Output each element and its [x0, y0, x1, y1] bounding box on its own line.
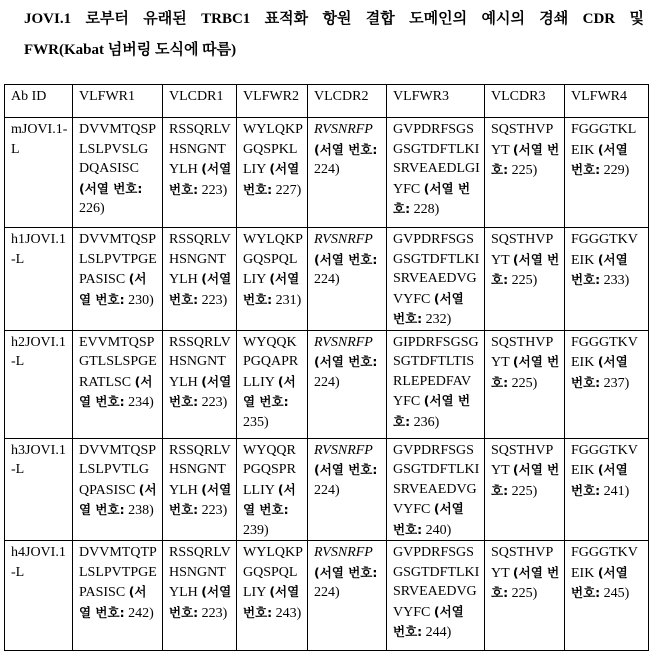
- ab-id-cell: mJOVI.1-L: [5, 118, 73, 228]
- vlfwr3-cell: [387, 541, 485, 651]
- sequence-text: RVSNRFP: [314, 232, 373, 247]
- seq-id-number: 232): [425, 312, 452, 327]
- vlcdr1-cell: [163, 541, 237, 651]
- seq-id-label: (서열 번호:: [571, 251, 628, 287]
- table-row: [5, 118, 649, 228]
- ab-id-cell: h3JOVI.1-L: [5, 438, 73, 541]
- seq-id-number: 226): [79, 201, 105, 216]
- seq-id-number: 240): [425, 522, 452, 538]
- sequence-text: FGGGTKVEIK: [571, 442, 638, 478]
- sequence-text: SQSTHVPYT: [491, 232, 554, 268]
- seq-id-label: (서열 번호:: [79, 180, 143, 196]
- sequence-text: RSSQRLVHSNGNTYLH: [169, 232, 231, 287]
- seq-id-number: 233): [603, 273, 630, 288]
- seq-id-number: 242): [128, 605, 154, 621]
- seq-id-label: (서열 번호:: [571, 354, 628, 390]
- vlfwr3-cell: [387, 438, 485, 541]
- seq-id-number: 235): [243, 414, 269, 430]
- vlcdr1-cell: [163, 228, 237, 331]
- sequence-text: WYQQKPGQAPRLLIY: [243, 334, 299, 390]
- seq-id-number: 231): [275, 292, 302, 308]
- sequence-text: SQSTHVPYT: [491, 442, 554, 478]
- sequence-text: DVVMTQSPLSLPVTPGEPASISC: [79, 232, 157, 287]
- sequence-text: GVPDRFSGSGSGTDFTLKISRVEAEDVGVYFC: [393, 442, 480, 517]
- seq-id-label: (서열 번호:: [79, 373, 153, 409]
- vlfwr4-cell: [565, 541, 649, 651]
- table-row: [5, 438, 649, 541]
- seq-id-label: (서열 번호:: [571, 141, 628, 177]
- seq-id-number: 243): [275, 605, 302, 621]
- seq-id-label: (서열 번호:: [79, 584, 147, 620]
- sequence-text: WYLQKPGQSPQLLIY: [243, 232, 303, 287]
- seq-id-number: 239): [243, 522, 269, 538]
- sequence-text: FGGGTKVEIK: [571, 232, 638, 268]
- seq-id-number: 225): [511, 483, 538, 499]
- seq-id-number: 241): [603, 483, 630, 499]
- vlfwr4-cell: [565, 228, 649, 331]
- seq-id-number: 223): [201, 605, 228, 621]
- vlcdr2-cell: [308, 118, 387, 228]
- ab-id-cell: h4JOVI.1-L: [5, 541, 73, 651]
- seq-id-label: (서열 번호:: [491, 354, 560, 390]
- vlfwr2-cell: [237, 118, 308, 228]
- seq-id-label: (서열 번호:: [393, 180, 471, 216]
- sequence-text: RVSNRFP: [314, 122, 373, 137]
- vlfwr2-cell: [237, 541, 308, 651]
- vlcdr2-cell: [308, 330, 387, 438]
- sequence-text: EVVMTQSPGTLSLSPGERATLSC: [79, 334, 157, 390]
- sequence-text: RSSQRLVHSNGNTYLH: [169, 442, 231, 498]
- sequence-text: DVVMTQSPLSLPVSLGDQASISC: [79, 122, 157, 176]
- vlcdr3-cell: [485, 118, 565, 228]
- seq-id-label: (서열 번호:: [393, 393, 471, 429]
- seq-id-number: 236): [413, 414, 440, 430]
- header-vlcdr1: VLCDR1: [163, 85, 237, 118]
- vlfwr3-cell: [387, 330, 485, 438]
- seq-id-label: (서열 번호:: [169, 481, 232, 517]
- seq-id-label: (서열 번호:: [571, 564, 628, 600]
- seq-id-number: 230): [128, 292, 154, 308]
- sequence-text: RSSQRLVHSNGNTYLH: [169, 334, 231, 390]
- seq-id-label: (서열 번호:: [243, 584, 300, 620]
- seq-id-label: (서열 번호:: [393, 290, 464, 326]
- title-line-2: FWR(Kabat 넘버링 도식에 따름): [24, 42, 237, 58]
- vlcdr2-cell: [308, 438, 387, 541]
- header-vlfwr3: VLFWR3: [387, 85, 485, 118]
- seq-id-number: 225): [511, 586, 538, 601]
- sequence-text: RSSQRLVHSNGNTYLH: [169, 122, 231, 177]
- sequence-text: RSSQRLVHSNGNTYLH: [169, 545, 231, 600]
- table-row: [5, 228, 649, 331]
- seq-id-number: 227): [275, 182, 302, 198]
- header-vlcdr3: VLCDR3: [485, 85, 565, 118]
- table-row: [5, 541, 649, 651]
- seq-id-number: 245): [603, 586, 630, 601]
- vlfwr2-cell: [237, 228, 308, 331]
- seq-id-label: (서열 번호:: [169, 373, 232, 409]
- seq-id-label: (서열 번호:: [169, 584, 232, 620]
- vlfwr4-cell: [565, 118, 649, 228]
- seq-id-number: 229): [603, 163, 630, 178]
- seq-id-number: 223): [201, 503, 228, 518]
- light-chain-cdr-fwr-table: [4, 84, 649, 651]
- sequence-text: FGGGTKVEIK: [571, 334, 638, 370]
- seq-id-number: 238): [128, 503, 154, 518]
- seq-id-label: (서열 번호:: [314, 354, 378, 369]
- seq-id-number: 225): [511, 375, 538, 391]
- seq-id-label: (서열 번호:: [169, 161, 232, 197]
- sequence-text: GVPDRFSGSGSGTDFTLKISRVEAEDVGVYFC: [393, 232, 480, 307]
- sequence-text: SQSTHVPYT: [491, 334, 554, 370]
- sequence-text: WYQQRPGQSPRLLIY: [243, 442, 296, 498]
- seq-id-label: (서열 번호:: [491, 251, 560, 287]
- seq-id-label: (서열 번호:: [491, 141, 560, 177]
- header-vlfwr2: VLFWR2: [237, 85, 308, 118]
- sequence-text: FGGGTKLEIK: [571, 122, 637, 158]
- seq-id-label: (서열 번호:: [79, 271, 147, 307]
- vlcdr3-cell: [485, 228, 565, 331]
- seq-id-number: 224): [314, 585, 340, 600]
- sequence-text: FGGGTKVEIK: [571, 545, 638, 581]
- seq-id-label: (서열 번호:: [314, 141, 378, 157]
- vlfwr1-cell: [73, 438, 163, 541]
- table-row: [5, 330, 649, 438]
- vlcdr2-cell: [308, 541, 387, 651]
- header-vlfwr1: VLFWR1: [73, 85, 163, 118]
- sequence-text: WYLQKPGQSPKLLIY: [243, 122, 303, 177]
- seq-id-number: 225): [511, 273, 538, 288]
- ab-id-cell: h1JOVI.1-L: [5, 228, 73, 331]
- seq-id-label: (서열 번호:: [169, 271, 232, 307]
- sequence-text: DVVMTQSPLSLPVTLGQPASISC: [79, 442, 157, 498]
- seq-id-number: 234): [128, 395, 154, 410]
- sequence-text: RVSNRFP: [314, 334, 373, 350]
- seq-id-label: (서열 번호:: [491, 462, 560, 498]
- vlcdr3-cell: [485, 541, 565, 651]
- seq-id-number: 244): [425, 625, 452, 640]
- vlfwr1-cell: [73, 330, 163, 438]
- seq-id-label: (서열 번호:: [491, 564, 560, 600]
- vlfwr2-cell: [237, 330, 308, 438]
- seq-id-label: (서열 번호:: [243, 481, 296, 517]
- vlfwr1-cell: [73, 118, 163, 228]
- seq-id-number: 237): [603, 375, 630, 391]
- vlfwr3-cell: [387, 118, 485, 228]
- vlfwr4-cell: [565, 438, 649, 541]
- sequence-text: GIPDRFSGSGSGTDFTLTISRLEPEDFAVYFC: [393, 334, 479, 409]
- header-vlcdr2: VLCDR2: [308, 85, 387, 118]
- seq-id-label: (서열 번호:: [243, 373, 296, 409]
- seq-id-label: (서열 번호:: [314, 462, 378, 477]
- header-row: [5, 85, 649, 118]
- seq-id-number: 224): [314, 374, 340, 390]
- vlfwr2-cell: [237, 438, 308, 541]
- vlcdr1-cell: [163, 438, 237, 541]
- title-line-1: JOVI.1 로부터 유래된 TRBC1 표적화 항원 결합 도메인의 예시의 경쇄 CDR 및: [24, 11, 644, 27]
- sequence-text: SQSTHVPYT: [491, 122, 554, 158]
- vlcdr1-cell: [163, 330, 237, 438]
- sequence-text: SQSTHVPYT: [491, 545, 554, 581]
- seq-id-number: 223): [201, 395, 228, 410]
- seq-id-label: (서열 번호:: [243, 271, 300, 307]
- seq-id-number: 223): [201, 292, 228, 308]
- seq-id-number: 224): [314, 162, 340, 177]
- sequence-text: GVPDRFSGSGSGTDFTLKISRVEAEDLGIYFC: [393, 122, 480, 197]
- ab-id-cell: h2JOVI.1-L: [5, 330, 73, 438]
- seq-id-label: (서열 번호:: [314, 251, 378, 267]
- vlcdr2-cell: [308, 228, 387, 331]
- sequence-text: WYLQKPGQSPQLLIY: [243, 545, 303, 600]
- seq-id-number: 225): [511, 163, 538, 178]
- seq-id-label: (서열 번호:: [314, 564, 378, 580]
- table-title: [24, 4, 644, 66]
- vlfwr4-cell: [565, 330, 649, 438]
- sequence-text: RVSNRFP: [314, 442, 373, 458]
- sequence-text: DVVMTQTPLSLPVTPGEPASISC: [79, 545, 157, 600]
- table-body: [5, 118, 649, 651]
- seq-id-label: (서열 번호:: [393, 501, 464, 537]
- seq-id-label: (서열 번호:: [243, 161, 300, 197]
- vlfwr3-cell: [387, 228, 485, 331]
- vlfwr1-cell: [73, 228, 163, 331]
- vlfwr1-cell: [73, 541, 163, 651]
- seq-id-number: 228): [413, 202, 440, 217]
- header-ab-id: Ab ID: [5, 85, 73, 118]
- vlcdr3-cell: [485, 438, 565, 541]
- seq-id-number: 223): [201, 182, 228, 198]
- vlcdr3-cell: [485, 330, 565, 438]
- seq-id-number: 224): [314, 272, 340, 287]
- seq-id-label: (서열 번호:: [571, 462, 628, 498]
- seq-id-number: 224): [314, 482, 340, 498]
- header-vlfwr4: VLFWR4: [565, 85, 649, 118]
- seq-id-label: (서열 번호:: [393, 603, 464, 639]
- vlcdr1-cell: [163, 118, 237, 228]
- seq-id-label: (서열 번호:: [79, 481, 157, 517]
- sequence-text: RVSNRFP: [314, 545, 373, 560]
- sequence-text: GVPDRFSGSGSGTDFTLKISRVEAEDVGVYFC: [393, 545, 480, 620]
